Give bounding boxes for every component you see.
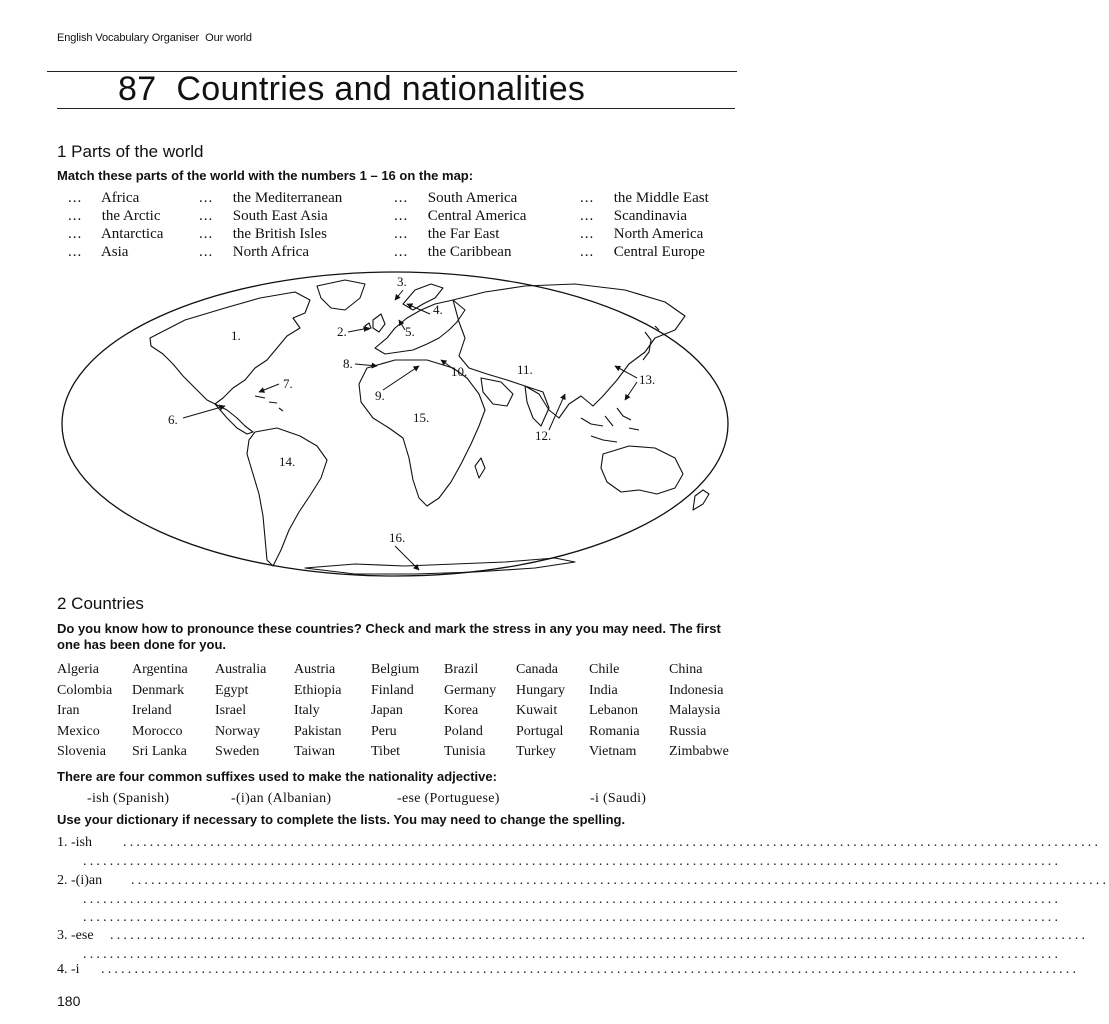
answer-line-ish-1[interactable]: ..................................................................................................................................................	[123, 835, 1102, 850]
part-item: ... South East Asia	[199, 208, 328, 224]
parts-column-3	[394, 189, 526, 261]
country-name: Turkey	[516, 744, 556, 759]
map-label-1: 1.	[231, 328, 241, 343]
arrow-6	[183, 406, 225, 418]
part-item: ... the Far East	[394, 226, 500, 242]
country-name: Algeria	[57, 662, 99, 677]
part-item: ... the Mediterranean	[199, 190, 343, 206]
africa-outline	[359, 360, 485, 506]
dictionary-instruction: Use your dictionary if necessary to complete the lists. You may need to change the spelling.	[57, 812, 626, 827]
central-america-outline	[215, 404, 253, 434]
country-name: Vietnam	[589, 744, 637, 759]
section2-instruction: Do you know how to pronounce these countries? Check and mark the stress in any you may need. The first one has been done for you.	[57, 621, 721, 652]
arabia-outline	[481, 378, 513, 406]
part-item: ... Scandinavia	[580, 208, 688, 224]
answer-label-ese: 3. -ese	[57, 928, 94, 943]
country-name: Brazil	[444, 662, 479, 677]
page-number: 180	[57, 993, 81, 1009]
map-label-8: 8.	[343, 356, 353, 371]
section2-heading: 2 Countries	[57, 594, 144, 613]
part-item: ... Central Europe	[580, 244, 705, 260]
country-name: Mexico	[57, 723, 100, 739]
part-item: ... Central America	[394, 208, 527, 224]
australia-outline	[601, 446, 683, 494]
answer-line-ish-2[interactable]: ..................................................................................................................................................	[83, 854, 1062, 869]
country-name: Italy	[294, 703, 320, 718]
country-name: Romania	[589, 723, 640, 739]
parts-column-2	[199, 189, 342, 261]
country-name: Zimbabwe	[669, 744, 729, 759]
map-label-15: 15.	[413, 410, 430, 425]
map-label-7: 7.	[283, 376, 293, 391]
madagascar-outline	[475, 458, 485, 478]
country-name: Hungary	[516, 682, 565, 698]
country-name: Egypt	[215, 682, 249, 698]
country-name: Slovenia	[57, 744, 106, 759]
country-name: Israel	[215, 703, 247, 718]
country-name: Russia	[669, 723, 707, 739]
unit-title: Our world	[205, 32, 252, 44]
suffix-instruction: There are four common suffixes used to make the nationality adjective:	[57, 769, 497, 784]
country-name: Lebanon	[589, 703, 638, 718]
answer-line-ese-2[interactable]: ..................................................................................................................................................	[83, 947, 1062, 962]
suffix-i: -i (Saudi)	[590, 791, 647, 806]
country-name: Indonesia	[669, 682, 724, 698]
answer-line-ian-2[interactable]: ..................................................................................................................................................	[83, 892, 1062, 907]
parts-column-1	[68, 189, 163, 261]
page-title	[118, 70, 585, 109]
answer-label-ish: 1. -ish	[57, 835, 92, 850]
country-name: Finland	[371, 682, 414, 698]
map-label-5: 5.	[405, 324, 415, 339]
answer-line-i-1[interactable]: ..................................................................................................................................................	[101, 962, 1080, 977]
parts-column-4	[580, 189, 709, 261]
answer-label-i: 4. -i	[57, 962, 80, 977]
suffix-ese: -ese (Portuguese)	[397, 791, 500, 806]
arrow-3	[395, 290, 403, 300]
arrow-7	[259, 384, 279, 392]
country-name: China	[669, 662, 703, 677]
book-title: English Vocabulary Organiser	[57, 32, 200, 44]
map-label-12: 12.	[535, 428, 552, 443]
country-name: Austria	[294, 662, 336, 677]
se-asia-islands	[581, 408, 639, 442]
arrow-8	[355, 364, 377, 366]
country-name: Sri Lanka	[132, 744, 187, 759]
arrow-9	[383, 366, 419, 390]
map-label-10: 10.	[451, 364, 468, 379]
section1-instruction: Match these parts of the world with the numbers 1 – 16 on the map:	[57, 168, 474, 183]
country-name: Germany	[444, 682, 497, 698]
map-label-13: 13.	[639, 372, 656, 387]
europe-outline	[375, 300, 465, 354]
part-item: ... Africa	[68, 190, 140, 206]
map-label-3: 3.	[397, 274, 407, 289]
map-label-6: 6.	[168, 412, 178, 427]
india-outline	[525, 386, 549, 426]
country-name: Canada	[516, 662, 558, 677]
country-name: Ethiopia	[294, 682, 342, 698]
suffix-ian: -(i)an (Albanian)	[231, 791, 332, 806]
part-item: ... Asia	[68, 244, 129, 260]
country-name: Colombia	[57, 682, 113, 698]
country-name: Taiwan	[294, 744, 336, 759]
map-label-16: 16.	[389, 530, 406, 545]
map-label-2: 2.	[337, 324, 347, 339]
country-name: Tunisia	[444, 744, 486, 759]
country-name: Morocco	[132, 723, 183, 739]
world-map	[55, 268, 735, 588]
suffix-ish: -ish (Spanish)	[87, 791, 170, 806]
country-name: Sweden	[215, 744, 260, 759]
country-name: Iran	[57, 703, 80, 718]
country-name: Norway	[215, 723, 261, 739]
part-item: ... the Caribbean	[394, 244, 512, 260]
part-item: ... South America	[394, 190, 518, 206]
british-isles-outline	[365, 314, 385, 332]
part-item: ... North Africa	[199, 244, 309, 260]
part-item: ... the Middle East	[580, 190, 709, 206]
country-name: Peru	[371, 723, 397, 739]
section1-heading: 1 Parts of the world	[57, 142, 204, 161]
map-label-11: 11.	[517, 362, 533, 377]
country-name: Belgium	[371, 662, 420, 677]
country-name: Australia	[215, 662, 267, 677]
map-label-9: 9.	[375, 388, 385, 403]
country-name: Argentina	[132, 662, 188, 677]
country-name: Korea	[444, 703, 479, 718]
answer-line-ian-1[interactable]: ..................................................................................................................................................	[131, 873, 1109, 888]
greenland-outline	[317, 280, 365, 310]
map-label-4: 4.	[433, 302, 443, 317]
running-head	[57, 32, 252, 44]
country-name: Pakistan	[294, 723, 342, 739]
country-name: Ireland	[132, 703, 172, 718]
country-name: Chile	[589, 662, 620, 677]
country-name: Kuwait	[516, 703, 558, 718]
country-name: Tibet	[371, 744, 401, 759]
country-name: Denmark	[132, 682, 185, 698]
part-item: ... the British Isles	[199, 226, 327, 242]
answer-line-ian-3[interactable]: ..................................................................................................................................................	[83, 910, 1062, 925]
country-name: Japan	[371, 703, 403, 718]
country-name: Malaysia	[669, 703, 721, 718]
part-item: ... North America	[580, 226, 704, 242]
map-label-14: 14.	[279, 454, 296, 469]
arrow-2	[348, 328, 369, 332]
japan-outline	[643, 326, 659, 360]
unit-title-text: Countries and nationalities	[176, 70, 586, 108]
part-item: ... the Arctic	[68, 208, 161, 224]
country-name: India	[589, 682, 618, 698]
unit-number: 87	[118, 70, 157, 108]
south-america-outline	[247, 428, 327, 566]
answer-line-ese-1[interactable]: ..................................................................................................................................................	[110, 928, 1089, 943]
part-item: ... Antarctica	[68, 226, 164, 242]
caribbean-islands	[255, 396, 283, 411]
new-zealand-outline	[693, 490, 709, 510]
country-name: Portugal	[516, 723, 564, 739]
antarctica-outline	[305, 558, 575, 574]
answer-label-ian: 2. -(i)an	[57, 873, 103, 888]
country-name: Poland	[444, 723, 483, 739]
arrow-13b	[625, 382, 637, 400]
